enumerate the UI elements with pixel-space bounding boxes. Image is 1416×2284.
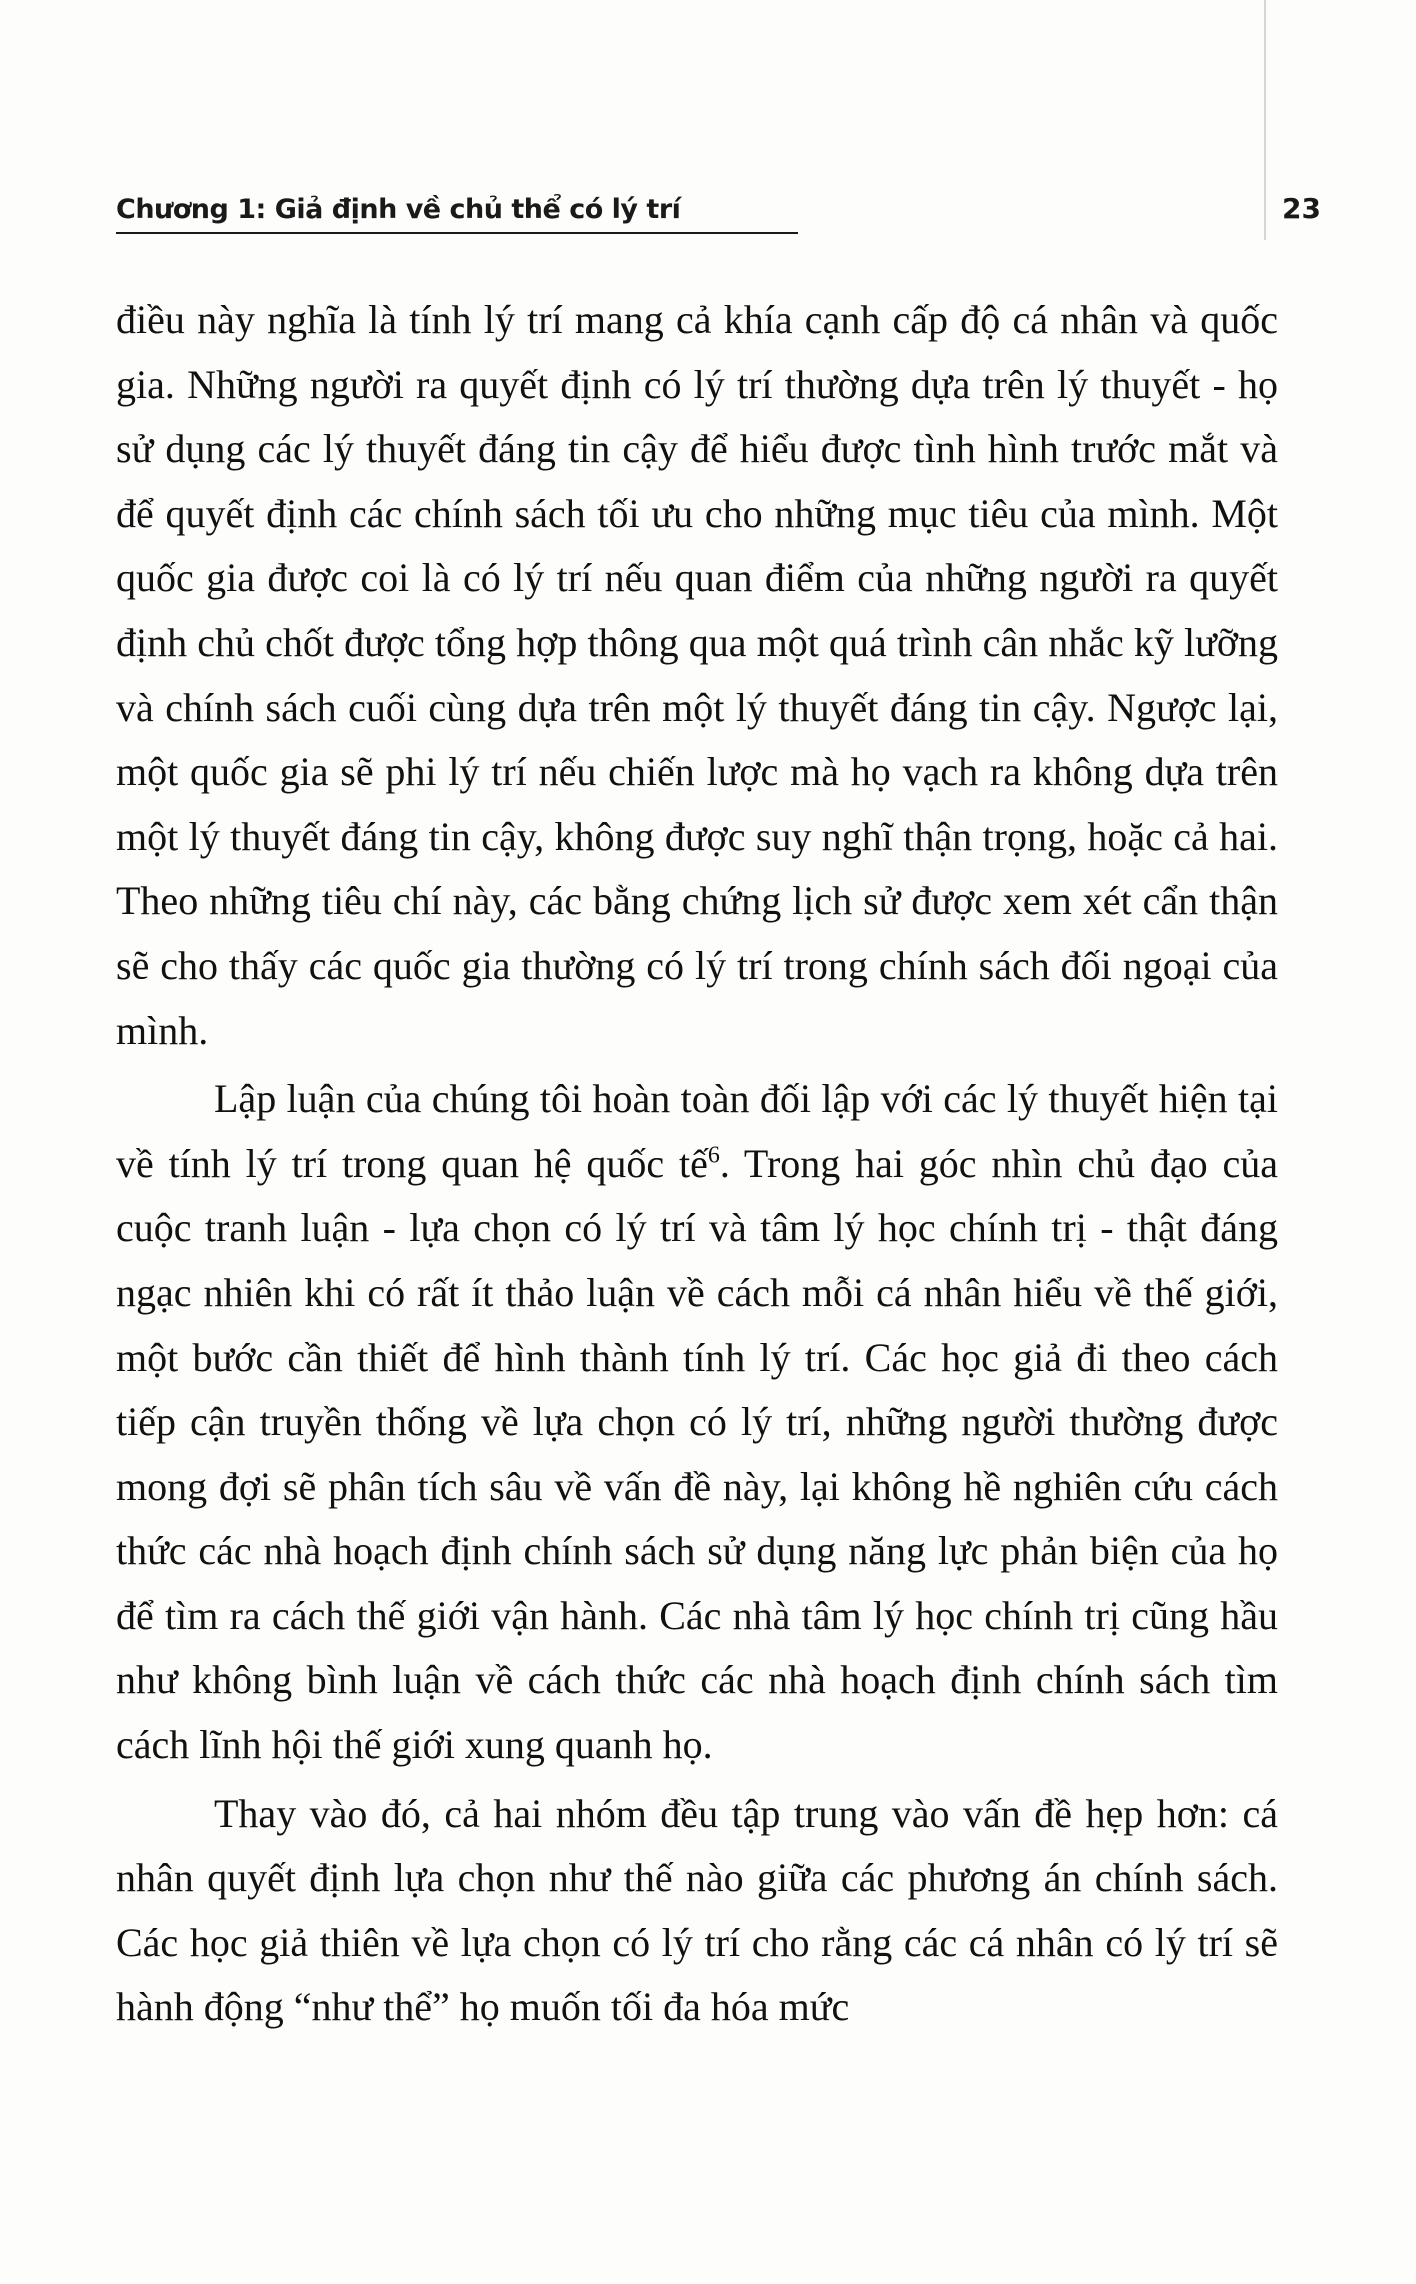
page-number: 23 bbox=[1282, 192, 1321, 225]
paragraph-2-text-start: Lập luận của chúng tôi hoàn toàn đối lập với các lý thuyết hiện tại về tính lý trí trong quan hệ quốc tế bbox=[116, 1076, 1278, 1186]
page-header bbox=[116, 192, 1321, 234]
paragraph-2 bbox=[116, 1067, 1278, 1778]
running-head: Chương 1: Giả định về chủ thể có lý trí bbox=[116, 194, 681, 225]
paragraph-2-text-end: . Trong hai góc nhìn chủ đạo của cuộc tranh luận - lựa chọn có lý trí và tâm lý học chính trị - thật đáng ngạc nhiên khi có rất ít thảo luận về cách mỗi cá nhân hiểu về thế giới, một bước cần thiết để hình thành tính lý trí. Các học giả đi theo cách tiếp cận truyền thống về lựa chọn có lý trí, những người thường được mong đợi sẽ phân tích sâu về vấn đề này, lại không hề nghiên cứu cách thức các nhà hoạch định chính sách sử dụng năng lực phản biện của họ để tìm ra cách thế giới vận hành. Các nhà tâm lý học chính trị cũng hầu như không bình luận về cách thức các nhà hoạch định chính sách tìm cách lĩnh hội thế giới xung quanh họ. bbox=[116, 1140, 1278, 1768]
paragraph-1: điều này nghĩa là tính lý trí mang cả khía cạnh cấp độ cá nhân và quốc gia. Những người ra quyết định có lý trí thường dựa trên lý thuyết - họ sử dụng các lý thuyết đáng tin cậy để hiểu được tình hình trước mắt và để quyết định các chính sách tối ưu cho những mục tiêu của mình. Một quốc gia được coi là có lý trí nếu quan điểm của những người ra quyết định chủ chốt được tổng hợp thông qua một quá trình cân nhắc kỹ lưỡng và chính sách cuối cùng dựa trên một lý thuyết đáng tin cậy. Ngược lại, một quốc gia sẽ phi lý trí nếu chiến lược mà họ vạch ra không dựa trên một lý thuyết đáng tin cậy, không được suy nghĩ thận trọng, hoặc cả hai. Theo những tiêu chí này, các bằng chứng lịch sử được xem xét cẩn thận sẽ cho thấy các quốc gia thường có lý trí trong chính sách đối ngoại của mình. bbox=[116, 297, 1278, 1053]
header-rule bbox=[116, 232, 798, 234]
paragraph-3: Thay vào đó, cả hai nhóm đều tập trung vào vấn đề hẹp hơn: cá nhân quyết định lựa chọn như thế nào giữa các phương án chính sách. Các học giả thiên về lựa chọn có lý trí cho rằng các cá nhân có lý trí sẽ hành động “như thể” họ muốn tối đa hóa mức bbox=[116, 1790, 1278, 2030]
body-text bbox=[116, 288, 1278, 2040]
footnote-ref-6: 6 bbox=[707, 1142, 720, 1169]
